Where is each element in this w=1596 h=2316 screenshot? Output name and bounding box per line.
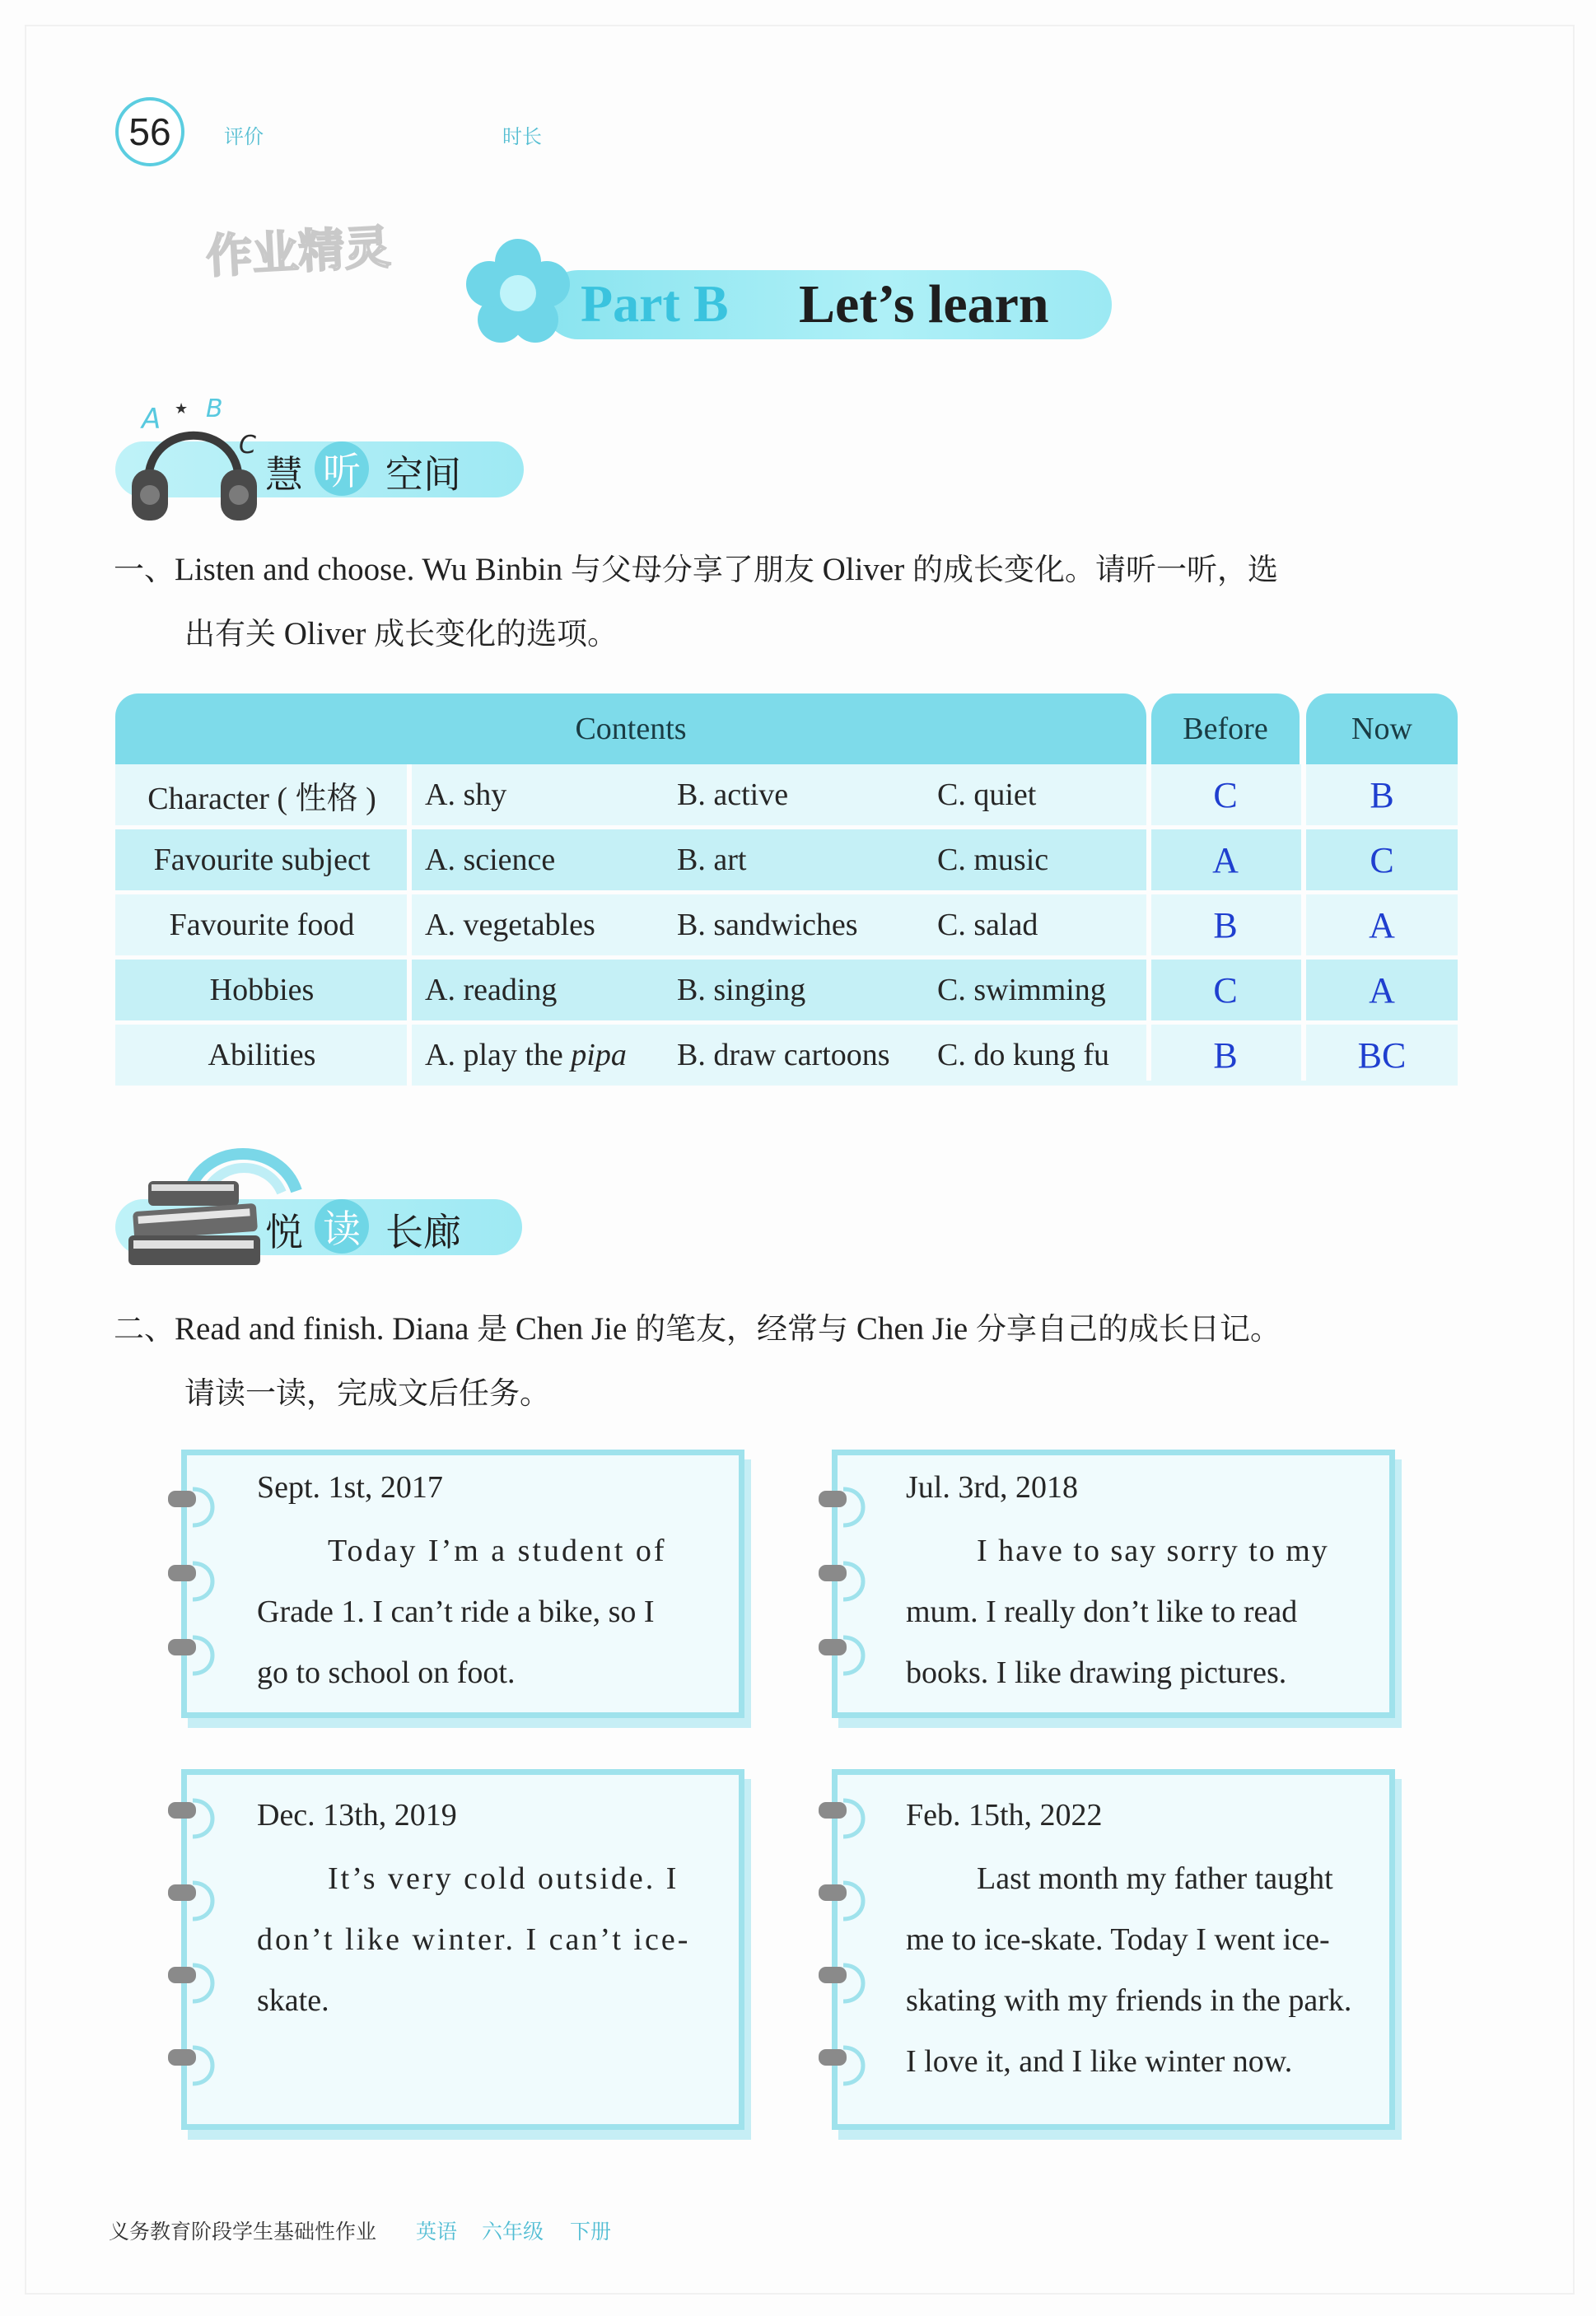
row-label: Abilities: [208, 1038, 316, 1072]
header-before-label: Before: [1183, 712, 1268, 746]
answer-now: BC: [1357, 1034, 1407, 1076]
option-c: C. salad: [937, 908, 1038, 942]
table-divider: [1301, 693, 1306, 1081]
diary-date: Sept. 1st, 2017: [257, 1470, 443, 1505]
option-c: C. music: [937, 843, 1049, 877]
diary-line: mum. I really don’t like to read: [906, 1595, 1298, 1629]
diary-line: I love it, and I like winter now.: [906, 2044, 1293, 2079]
option-c: C. quiet: [937, 777, 1037, 812]
answer-before: C: [1213, 774, 1238, 815]
row-label: Hobbies: [209, 973, 315, 1007]
option-a-italic: pipa: [571, 1038, 627, 1072]
diary-line: don’t like winter. I can’t ice-: [257, 1922, 691, 1957]
option-a: A. science: [425, 843, 556, 877]
section1-highlight-circle: [315, 441, 369, 496]
diary-line: Today I’m a student of: [328, 1534, 667, 1568]
diary-line: Grade 1. I can’t ride a bike, so I: [257, 1595, 655, 1629]
table-header-now: [1306, 693, 1458, 764]
footer-series: 义务教育阶段学生基础性作业: [109, 2220, 377, 2244]
watermark: 作业精灵: [204, 221, 392, 284]
header-contents-label: Contents: [575, 712, 687, 746]
diary-line: skate.: [257, 1983, 329, 2018]
svg-text:B: B: [206, 395, 223, 423]
section1-char3: 空间: [385, 452, 461, 497]
question1-line2-cn2: 成长变化的选项。: [374, 616, 618, 651]
row-label: Favourite subject: [153, 843, 371, 877]
option-b: B. sandwiches: [677, 908, 858, 942]
question2-number: 二、: [114, 1311, 175, 1347]
option-a-prefix: A. play the: [425, 1038, 572, 1072]
section2-char3: 长廊: [385, 1210, 461, 1254]
question2-text-en: Read and finish. Diana: [175, 1311, 478, 1347]
option-a: A. reading: [425, 973, 558, 1007]
section2-char2: 读: [323, 1207, 361, 1251]
option-c: C. do kung fu: [937, 1038, 1109, 1072]
option-a: A. shy: [425, 777, 507, 812]
flower-icon: [464, 239, 572, 346]
diary-line: I have to say sorry to my: [977, 1534, 1329, 1568]
diary-line: Last month my father taught: [977, 1861, 1333, 1896]
svg-text:★: ★: [175, 400, 189, 418]
row-label: Character ( 性格 ): [147, 781, 376, 816]
option-b: B. art: [677, 843, 747, 877]
question1-text-cn2: 的成长变化。请听一听，选: [912, 552, 1278, 587]
answer-before: B: [1213, 904, 1238, 946]
answer-before: A: [1212, 839, 1239, 880]
diary-line: skating with my friends in the park.: [906, 1983, 1352, 2018]
question1-text-cn: 与父母分享了朋友: [570, 552, 814, 587]
answer-now: B: [1370, 774, 1394, 815]
svg-text:C: C: [239, 431, 256, 460]
title-lets-learn: Let’s learn: [799, 274, 1049, 334]
question1-line1: [114, 537, 1464, 603]
answer-before: C: [1213, 969, 1238, 1011]
question1-line2-en: Oliver: [276, 616, 375, 651]
question2-line2-cn: 请读一读，完成文后任务。: [184, 1375, 550, 1411]
table-header-contents: [115, 693, 1146, 764]
answer-now: A: [1369, 969, 1395, 1011]
headphones-icon: [124, 387, 272, 527]
table-header-before: [1151, 693, 1300, 764]
duration-label: 时长: [502, 125, 542, 148]
question2-text-cn: 是: [477, 1311, 508, 1347]
question1-number: 一、: [114, 552, 175, 587]
question2-text-en3: Chen Jie: [848, 1311, 976, 1347]
section1-char2: 听: [323, 449, 361, 493]
option-b: B. singing: [677, 973, 806, 1007]
diary-line: books. I like drawing pictures.: [906, 1655, 1287, 1690]
answer-now: A: [1369, 904, 1395, 946]
question1-text-en2: Oliver: [814, 552, 912, 587]
title-part: Part B: [581, 274, 729, 333]
option-b: B. active: [677, 777, 789, 812]
diary-date: Dec. 13th, 2019: [257, 1798, 457, 1833]
answer-now: C: [1370, 839, 1394, 880]
question1-line2-cn: 出有关: [184, 616, 276, 651]
table-row: [115, 764, 1458, 825]
diary-line: me to ice-skate. Today I went ice-: [906, 1922, 1330, 1957]
evaluation-label: 评价: [224, 125, 264, 148]
footer-grade: 六年级: [482, 2220, 544, 2244]
footer-subject: 英语: [416, 2220, 458, 2244]
table-row: [115, 960, 1458, 1020]
question1-text-en: Listen and choose. Wu Binbin: [175, 552, 571, 587]
table-row: [115, 829, 1458, 890]
section2-highlight-circle: [315, 1199, 369, 1254]
table-divider: [407, 764, 412, 1086]
question2-text-cn2: 的笔友，经常与: [635, 1311, 849, 1347]
svg-text:A: A: [142, 403, 161, 436]
table-row: [115, 1025, 1458, 1086]
question2-text-cn3: 分享自己的成长日记。: [975, 1311, 1281, 1347]
diary-date: Jul. 3rd, 2018: [906, 1470, 1078, 1505]
question2-line2: [184, 1361, 550, 1426]
diary-date: Feb. 15th, 2022: [906, 1798, 1103, 1833]
answer-before: B: [1213, 1034, 1238, 1076]
header-now-label: Now: [1351, 712, 1412, 746]
option-c: C. swimming: [937, 973, 1106, 1007]
diary-line: go to school on foot.: [257, 1655, 516, 1690]
table-divider: [1146, 693, 1151, 1081]
question1-line2: [184, 601, 618, 667]
footer-volume: 下册: [570, 2220, 612, 2244]
section1-char1: 慧: [265, 452, 303, 497]
question2-text-en2: Chen Jie: [507, 1311, 636, 1347]
option-a: A. vegetables: [425, 908, 595, 942]
option-b: B. draw cartoons: [677, 1038, 890, 1072]
page-number: 56: [115, 97, 184, 166]
table-row: [115, 894, 1458, 955]
section2-char1: 悦: [265, 1210, 303, 1254]
question2-line1: [114, 1296, 1281, 1362]
option-a: [425, 1025, 627, 1086]
row-label: Favourite food: [169, 908, 355, 942]
diary-line: It’s very cold outside. I: [328, 1861, 679, 1896]
